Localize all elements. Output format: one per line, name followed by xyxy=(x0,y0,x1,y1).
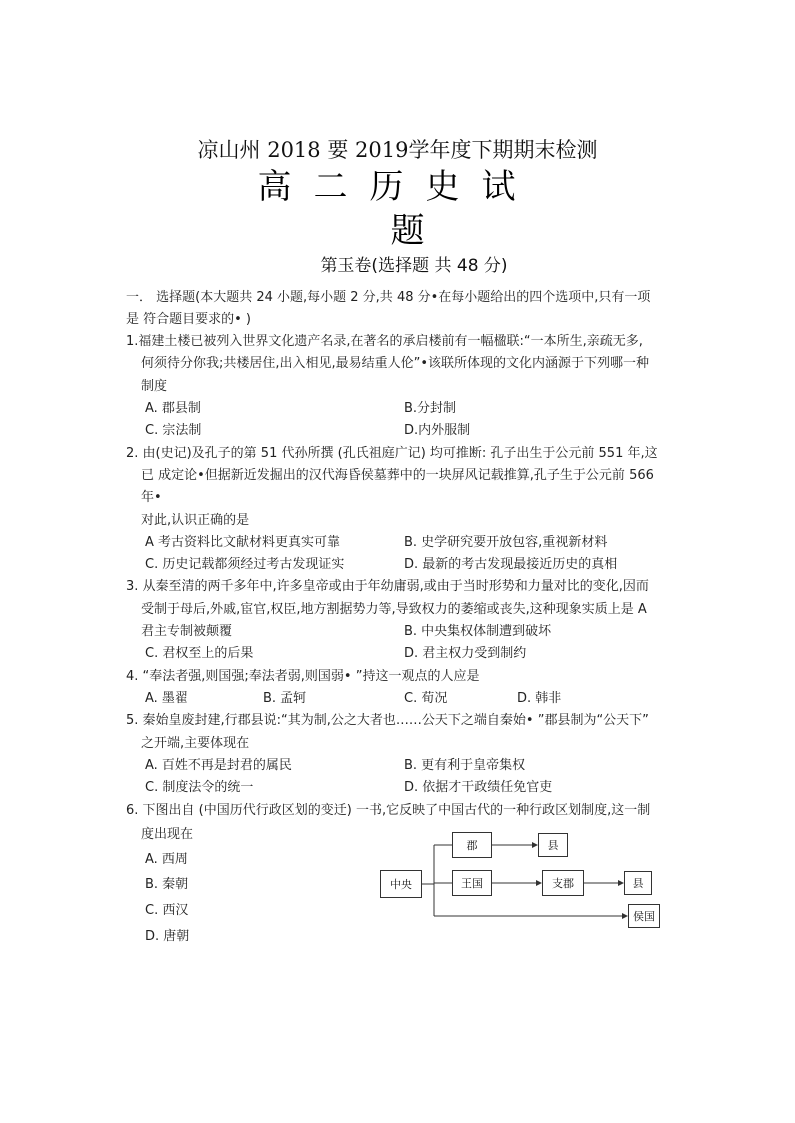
answer-option: B. 中央集权体制遭到破坏 xyxy=(404,624,552,639)
answer-option: C. 宗法制 xyxy=(145,423,202,438)
question-stem-line: 2. 由(史记)及孔子的第 51 代孙所撰 (孔氏祖庭广记) 均可推断: 孔子出生于公元前 551 年,这 xyxy=(126,446,658,461)
diagram-node-houguo: 侯国 xyxy=(628,904,660,928)
answer-option: B. 孟轲 xyxy=(263,691,307,706)
answer-option: D. 最新的考古发现最接近历史的真相 xyxy=(404,557,618,572)
answer-option: B. 秦朝 xyxy=(145,877,189,892)
answer-option: 君主专制被颠覆 xyxy=(141,624,233,639)
administrative-division-diagram xyxy=(380,828,688,934)
question-stem-line: 4. “奉法者强,则国强;奉法者弱,则国弱• ”持这一观点的人应是 xyxy=(126,669,480,684)
answer-option: C. 君权至上的后果 xyxy=(145,646,254,661)
answer-option: A. 西周 xyxy=(145,852,188,867)
answer-option: A. 郡县制 xyxy=(145,401,201,416)
question-stem-line: 1.福建土楼已被列入世界文化遗产名录,在著名的承启楼前有一幅楹联:“一本所生,亲疏无多, xyxy=(126,334,643,349)
instructions-line: 是 符合题目要求的• ) xyxy=(126,312,252,327)
diagram-node-zhijun: 支郡 xyxy=(542,870,584,896)
diagram-node-xian: 县 xyxy=(624,871,652,895)
diagram-node-jun: 郡 xyxy=(452,832,492,858)
question-stem-line: 度出现在 xyxy=(141,827,194,842)
question-stem-line: 之开端,主要体现在 xyxy=(141,736,250,751)
question-stem-line: 受制于母后,外戚,宦官,权臣,地方割据势力等,导致权力的萎缩或丧失,这种现象实质上是 A xyxy=(141,602,647,617)
answer-option: C. 历史记载都须经过考古发现证实 xyxy=(145,557,345,572)
exam-header: 凉山州 2018 要 2019学年度下期期末检测 xyxy=(197,138,598,162)
question-stem-line: 对此,认识正确的是 xyxy=(141,513,250,528)
diagram-node-center: 中央 xyxy=(380,870,422,898)
answer-option: C. 西汉 xyxy=(145,903,189,918)
answer-option: D. 韩非 xyxy=(517,691,562,706)
answer-option: D. 依据才干政绩任免官吏 xyxy=(404,780,553,795)
diagram-node-xian: 县 xyxy=(538,833,568,857)
question-stem-line: 已 成定论•但据新近发掘出的汉代海昏侯墓葬中的一块屏风记载推算,孔子生于公元前 566 xyxy=(141,468,654,483)
answer-option: A. 墨翟 xyxy=(145,691,188,706)
answer-option: A 考古资料比文献材料更真实可靠 xyxy=(145,535,341,550)
question-stem-line: 何须待分你我;共楼居住,出入相见,最易结重人伦”•该联所体现的文化内涵源于下列哪一种 xyxy=(141,356,650,371)
part-heading: 第玉卷(选择题 共 48 分) xyxy=(320,256,508,276)
question-stem-line: 5. 秦始皇废封建,行郡县说:“其为制,公之大者也……公天下之端自秦始• ”郡县制为“公天下” xyxy=(126,713,649,728)
question-stem-line: 年• xyxy=(141,490,162,505)
answer-option: D.内外服制 xyxy=(404,423,471,438)
answer-option: B. 更有利于皇帝集权 xyxy=(404,758,526,773)
exam-title: 高二历史试 xyxy=(257,167,538,207)
answer-option: C. 制度法令的统一 xyxy=(145,780,254,795)
answer-option: B. 史学研究要开放包容,重视新材料 xyxy=(404,535,608,550)
answer-option: B.分封制 xyxy=(404,401,457,416)
answer-option: D. 唐朝 xyxy=(145,929,190,944)
instructions-line: 一． 选择题(本大题共 24 小题,每小题 2 分,共 48 分•在每小题给出的四个选项中,只有一项 xyxy=(126,290,651,305)
question-stem-line: 制度 xyxy=(141,379,168,394)
answer-option: A. 百姓不再是封君的属民 xyxy=(145,758,292,773)
exam-title-continued: 题 xyxy=(390,211,425,251)
answer-option: D. 君主权力受到制约 xyxy=(404,646,527,661)
answer-option: C. 荀况 xyxy=(404,691,448,706)
question-stem-line: 3. 从秦至清的两千多年中,许多皇帝或由于年幼庸弱,或由于当时形势和力量对比的变化,因而 xyxy=(126,579,649,594)
question-stem-line: 6. 下图出自 (中国历代行政区划的变迁) 一书,它反映了中国古代的一种行政区划制度,这一制 xyxy=(126,803,651,818)
diagram-node-wangguo: 王国 xyxy=(452,870,492,896)
